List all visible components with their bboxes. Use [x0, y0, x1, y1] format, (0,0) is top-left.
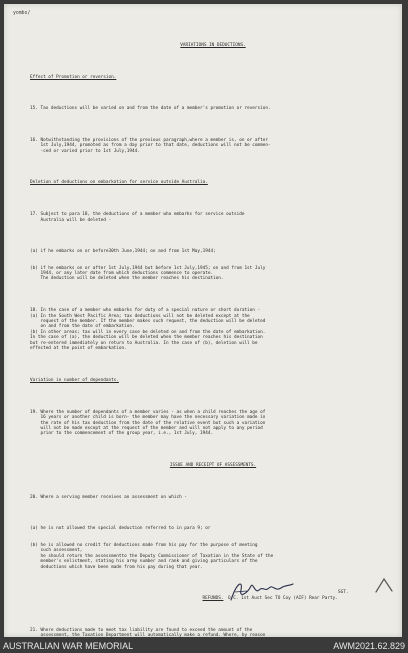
paragraph-17a: (a) if he embarks on or before30th June,1944; on and from 1st May,1944;: [30, 249, 216, 255]
section-heading-assessments: ISSUE AND RECEIPT OF ASSESSMENTS.: [169, 463, 257, 469]
page-title: VARIATIONS IN DEDUCTIONS.: [180, 42, 246, 48]
signature-rank: SGT.: [338, 590, 349, 595]
section-heading-dependants: Variation in number of dependants.: [30, 377, 119, 383]
section-heading-embarkation: Deletion of deductions on embarkation for service outside Australia.: [30, 180, 208, 186]
section-heading-promotion: Effect of Promotion or reversion.: [30, 74, 117, 80]
paragraph-17b: (b) if he embarks on or after 1st July,1944 but before 1st July,1945; on and from 1st July 1944, or any later date from which deductions commence to operate. The deduction will be deleted when the member reaches his destination.: [30, 265, 266, 282]
paragraph-15: 15. Tax deductions will be varied on and from the date of a member's promotion or reversion.: [30, 106, 271, 112]
paragraph-18: 18. In the case of a member who embarks for duty of a special nature or short duration - (a) In the South West Pacific Area; tax deductions will not be deleted except at the request of the member. If the member makes such request, the deduction will be deleted on and from the date of embarkation. (b) In other areas; tax will in every case be deleted on and from the date of embarkation. In the case of (a), the deduction will be deleted when the member reaches his destination but re-entered immediately on return to Australia. In the case of (b), deletion will be effected at the point of embarkation.: [30, 308, 266, 352]
paragraph-19: 19. Where the number of dependants of a member varies - as when a child reaches the age of 16 years or another child is born- the member may have the necessary variation made in the rate of his tax deduction from the date of the relative event but such a variation will not be made except at the request of the member and will not apply to any period prior to the commencement of the group year, i.e., 1st July, 1944.: [30, 409, 266, 437]
footer-institution: AUSTRALIAN WAR MEMORIAL: [3, 641, 134, 651]
signature-title: O.C. 1st Aust Sec TO Coy (AIF) Rear Party.: [228, 596, 338, 601]
document-body: [30, 32, 396, 637]
paragraph-20: 20. Where a serving member receives an assessment on which -: [30, 494, 187, 500]
paragraph-20a: (a) he is not allowed the special deduction referred to in para 9; or: [30, 526, 211, 532]
paragraph-17: 17. Subject to para 18, the deductions of a member who embarks for service outside Australia will be deleted -: [30, 212, 245, 223]
paragraph-16: 16. Notwithstanding the provisions of the previous paragraph,where a member is, on or after 1st July,1944, promoted as from a day prior to that date, deductions will not be commen- -ced or varied prior to 1st July,1944.: [30, 137, 271, 154]
archive-footer: [0, 640, 408, 653]
paragraph-20b: (b) he is allowed no credit for deductions made from his pay for the purpose of meeting such assessment, he should return the assessmentto the Deputy Commissioner of Taxation in the State of the member's enlistment, stating his army number and rank and giving particulars of the deductions which have been made from his pay during that year.: [30, 542, 274, 570]
document-page: [4, 4, 402, 637]
top-handwritten-mark: yombs/: [13, 11, 31, 16]
footer-catalogue-number: AWM2021.62.829: [333, 641, 405, 651]
corner-pencil-mark: [374, 576, 396, 594]
section-heading-refunds: REFUNDS.: [202, 596, 224, 602]
paragraph-21: 21. Where deductions made to meet tax liability are found to exceed the amount of the assessment, the Taxation Department will automatically make a refund. Where, by reason: [30, 627, 266, 637]
